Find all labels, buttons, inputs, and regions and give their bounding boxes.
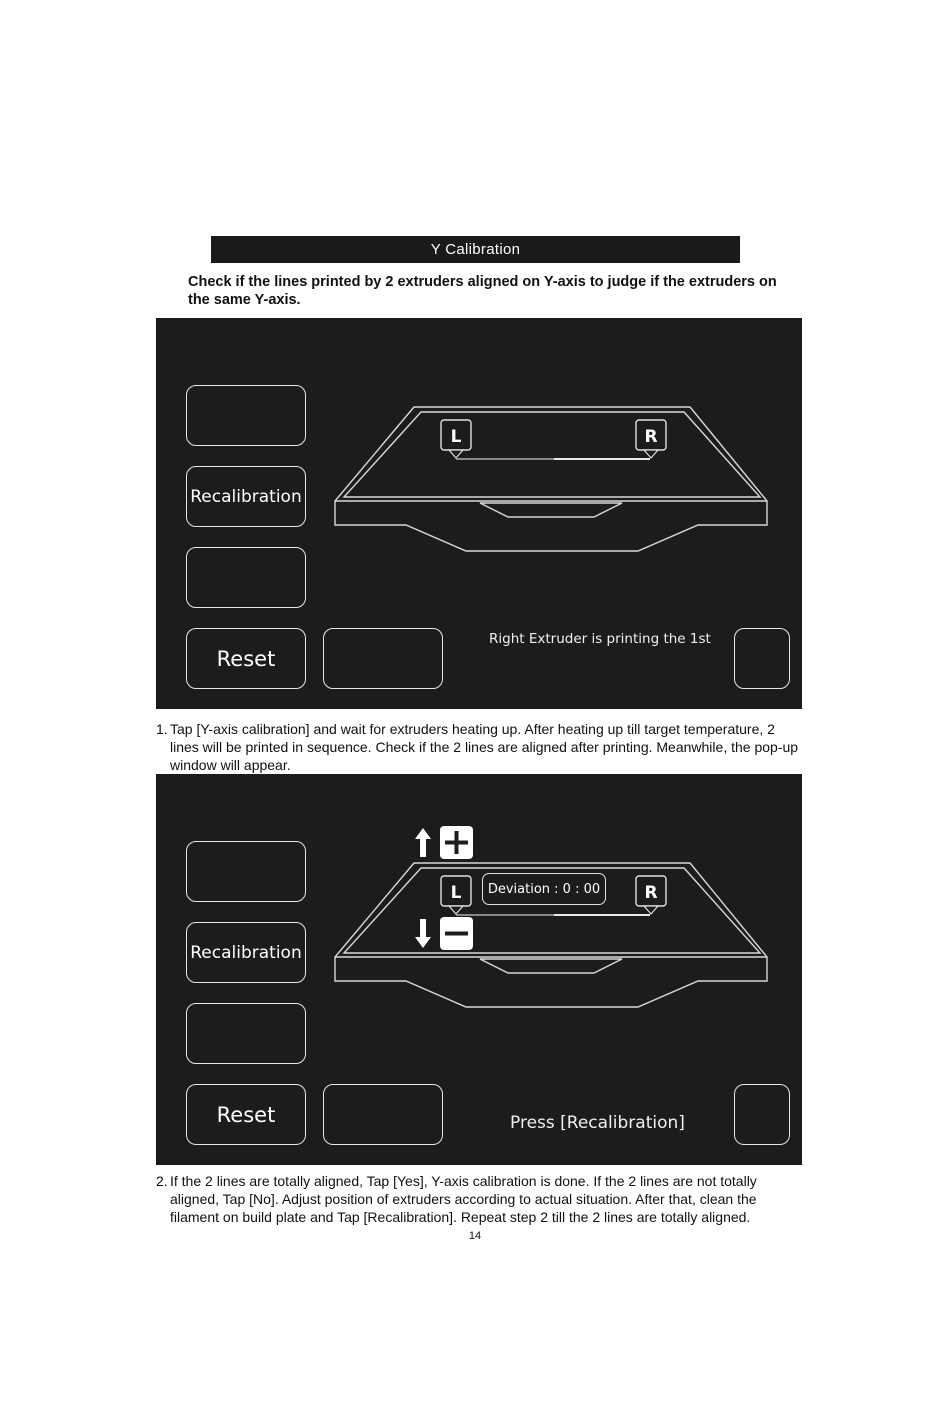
- right-extruder-icon: [636, 420, 666, 458]
- right-extruder-icon: [636, 876, 666, 914]
- minus-icon: [440, 917, 473, 950]
- intro-text: Check if the lines printed by 2 extruders aligned on Y-axis to judge if the extruders on the same Y-axis.: [188, 274, 777, 308]
- status-message: Right Extruder is printing the 1st: [489, 631, 711, 647]
- step-2: [156, 1172, 802, 1226]
- left-extruder-label: L: [450, 883, 462, 903]
- deviation-readout: Deviation : 0 : 00: [482, 873, 606, 905]
- left-extruder-icon: [441, 876, 471, 914]
- increase-deviation-control[interactable]: [414, 826, 474, 862]
- plus-icon: [440, 826, 473, 859]
- step-2-text: If the 2 lines are totally aligned, Tap [Yes], Y-axis calibration is done. If the 2 lines are not totally aligned, Tap [No]. Adjust position of extruders according to actual situation. After that, clean the filament on build plate and Tap [Recalibration]. Repeat step 2 till the 2 lines are totally aligned.: [170, 1173, 757, 1225]
- blank-side-button-top[interactable]: [186, 385, 306, 446]
- right-extruder-label: R: [644, 427, 658, 447]
- left-extruder-label: L: [450, 427, 462, 447]
- printer-screen-2: [156, 774, 802, 1165]
- down-arrow-icon: [415, 919, 431, 948]
- blank-side-button-middle[interactable]: [186, 547, 306, 608]
- status-message: Press [Recalibration]: [510, 1113, 685, 1133]
- recalibration-button[interactable]: Recalibration: [186, 922, 306, 983]
- step-2-number: 2.: [156, 1173, 168, 1189]
- blank-side-button-top[interactable]: [186, 841, 306, 902]
- build-plate-diagram: [332, 402, 772, 570]
- left-extruder-icon: [441, 420, 471, 458]
- step-1: [156, 720, 802, 774]
- page-number: 14: [468, 1230, 482, 1242]
- printer-screen-1: [156, 318, 802, 709]
- recalibration-button[interactable]: Recalibration: [186, 466, 306, 527]
- decrease-deviation-control[interactable]: [414, 917, 474, 953]
- reset-button[interactable]: Reset: [186, 628, 306, 689]
- blank-corner-button[interactable]: [734, 1084, 790, 1145]
- section-title: Y Calibration: [211, 236, 740, 263]
- step-1-text: Tap [Y-axis calibration] and wait for extruders heating up. After heating up till target temperature, 2 lines will be printed in sequence. Check if the 2 lines are aligned after printing. Meanwhile, the pop-up window will appear.: [170, 721, 799, 773]
- blank-bottom-button[interactable]: [323, 628, 443, 689]
- step-1-number: 1.: [156, 721, 168, 737]
- blank-side-button-middle[interactable]: [186, 1003, 306, 1064]
- blank-corner-button[interactable]: [734, 628, 790, 689]
- reset-button[interactable]: Reset: [186, 1084, 306, 1145]
- blank-bottom-button[interactable]: [323, 1084, 443, 1145]
- up-arrow-icon: [415, 828, 431, 857]
- right-extruder-label: R: [644, 883, 658, 903]
